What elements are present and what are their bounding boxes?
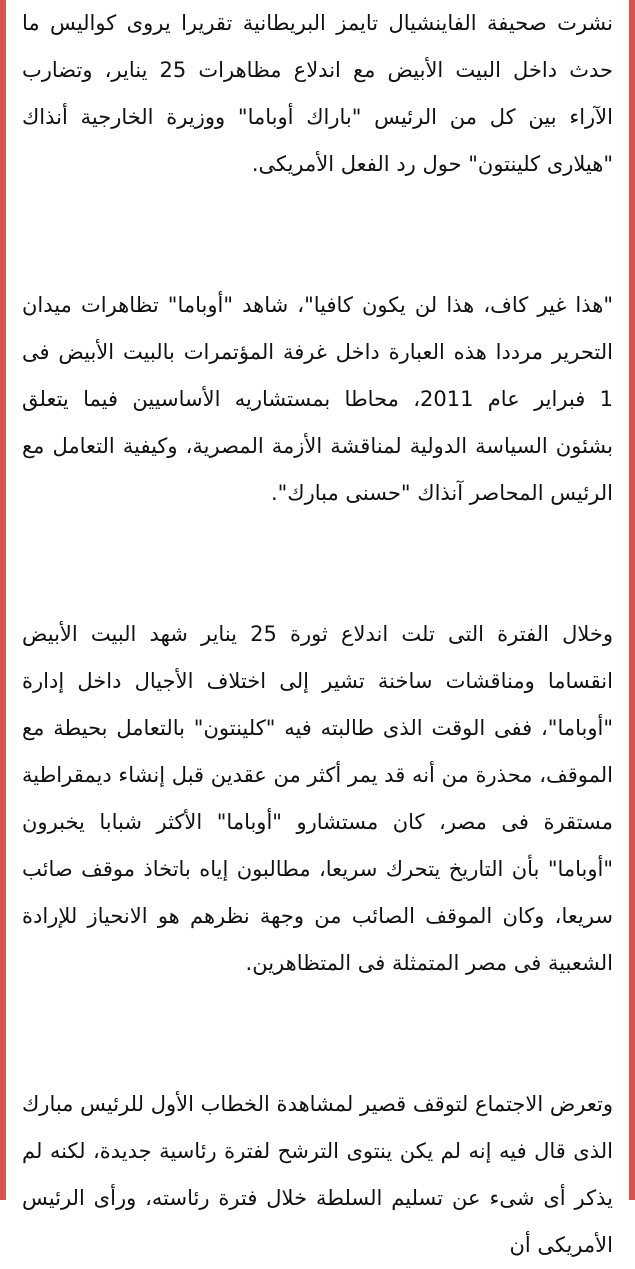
paragraph-4: وتعرض الاجتماع لتوقف قصير لمشاهدة الخطاب الأول للرئيس مبارك الذى قال فيه إنه لم يكن ينتوى الترشح لفترة رئاسية جديدة، لكنه لم يذكر أى شىء عن تسليم السلطة خلال فترة رئاسته، ورأى الرئيس الأمريكى أن — [22, 1092, 613, 1257]
paragraph-2: "هذا غير كاف، هذا لن يكون كافيا"، شاهد "أوباما" تظاهرات ميدان التحرير مرددا هذه العبارة داخل غرفة المؤتمرات بالبيت الأبيض فى 1 فبراير عام 2011، محاطا بمستشاريه الأساسيين فيما يتعلق بشئون السياسة الدولية لمناقشة الأزمة المصرية، وكيفية التعامل مع الرئيس المحاصر آنذاك "حسنى مبارك". — [22, 293, 614, 505]
paragraph-1: نشرت صحيفة الفاينشيال تايمز البريطانية تقريرا يروى كواليس ما حدث داخل البيت الأبيض مع اندلاع مظاهرات 25 يناير، وتضارب الآراء بين كل من الرئيس "باراك أوباما" ووزيرة الخارجية أنذاك "هيلارى كلينتون" حول رد الفعل الأمريكى. — [22, 11, 613, 176]
article-body — [22, 0, 613, 1269]
left-border — [0, 0, 6, 1200]
paragraph-3: وخلال الفترة التى تلت اندلاع ثورة 25 يناير شهد البيت الأبيض انقساما ومناقشات ساخنة تشير إلى اختلاف الأجيال داخل إدارة "أوباما"، ففى الوقت الذى طالبته فيه "كلينتون" بالتعامل بحيطة مع الموقف، محذرة من أنه قد يمر أكثر من عقدين قبل إنشاء ديمقراطية مستقرة فى مصر، كان مستشارو "أوباما" الأكثر شبابا يخبرون "أوباما" بأن التاريخ يتحرك سريعا، مطالبون إياه باتخاذ موقف صائب سريعا، وكان الموقف الصائب من وجهة نظرهم هو الانحياز للإرادة الشعبية فى مصر المتمثلة فى المتظاهرين. — [22, 622, 614, 975]
right-border — [629, 0, 635, 1200]
